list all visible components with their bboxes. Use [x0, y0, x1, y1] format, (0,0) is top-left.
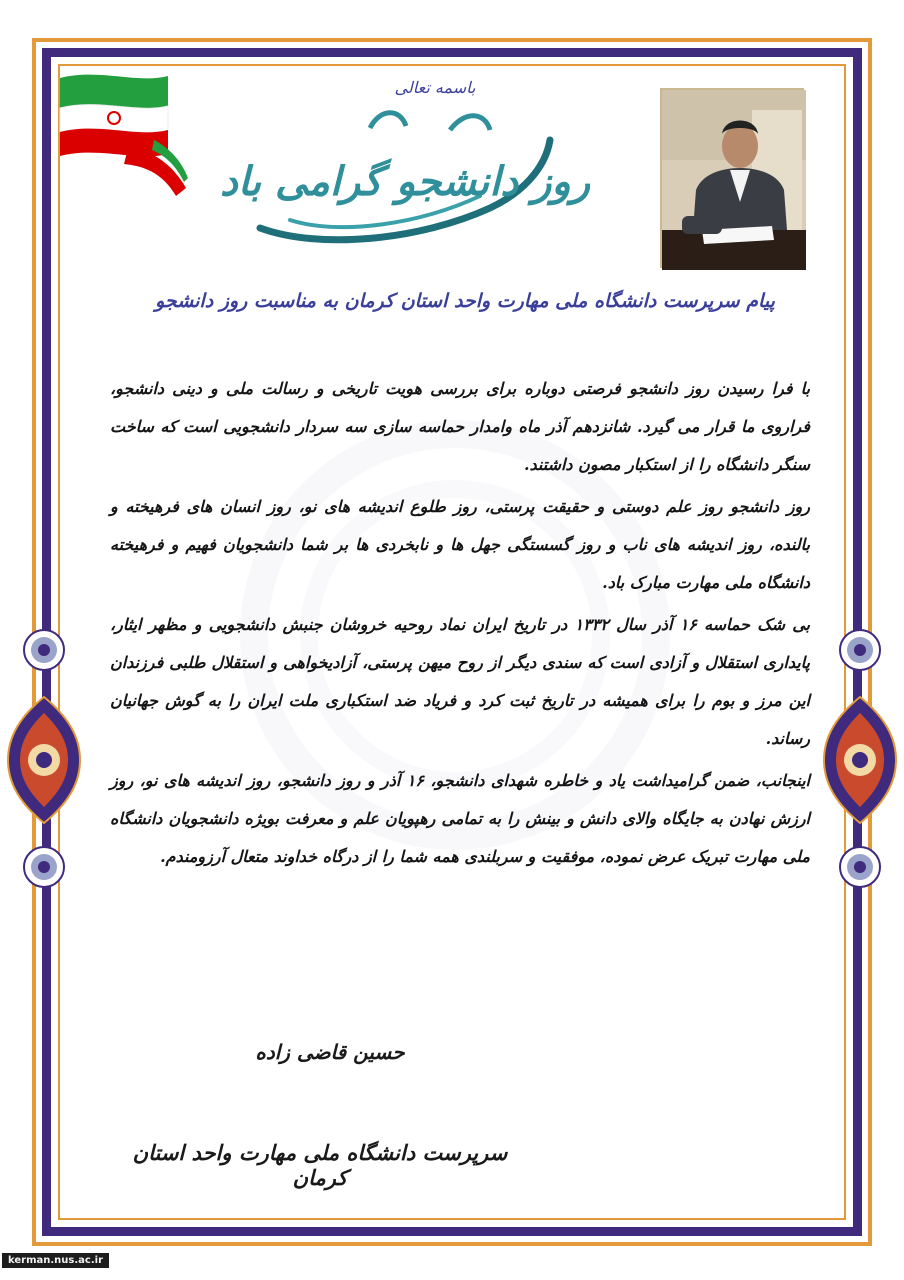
ornament-small-icon	[22, 845, 66, 889]
iran-flag-icon	[58, 70, 190, 200]
message-heading: پیام سرپرست دانشگاه ملی مهارت واحد استان کرمان به مناسبت روز دانشجو	[155, 290, 775, 312]
ornament-small-icon	[838, 845, 882, 889]
signature-name: حسین قاضی زاده	[255, 1040, 405, 1064]
ornament-small-icon	[22, 628, 66, 672]
signature-title: سرپرست دانشگاه ملی مهارت واحد استان کرمان	[132, 1140, 508, 1190]
site-footer-label[interactable]: kerman.nus.ac.ir	[2, 1253, 109, 1268]
paragraph-3: بی شک حماسه ۱۶ آذر سال ۱۳۳۲ در تاریخ ایران نماد روحیه خروشان جنبش دانشجویی و مظهر ایثار، پایداری استقلال و آزادی است که سندی دیگر از روح میهن پرستی، آزادیخواهی و استقلال طلبی فرزندان این مرز و بوم را برای همیشه در تاریخ ثبت کرد و فریاد ضد استکباری ملت ایران را به گوش جهانیان رساند.	[110, 615, 810, 748]
basmala-text: باسمه تعالی	[394, 78, 476, 97]
paragraph-2: روز دانشجو روز علم دوستی و حقیقت پرستی، روز طلوع اندیشه های نو، روز انسان های فرهیخته و بالنده، روز اندیشه های ناب و روز گسستگی جهل ها و نابخردی ها بر شما دانشجویان فهیم و فرهیخته دانشگاه ملی مهارت مبارک باد.	[110, 497, 810, 592]
paragraph-1: با فرا رسیدن روز دانشجو فرصتی دوباره برای بررسی هویت تاریخی و رسالت ملی و دینی دانشجو، فراروی ما قرار می گیرد. شانزدهم آذر ماه وامدار حماسه سازی سه سردار دانشجویی است که ساخت سنگر دانشگاه را از استکبار مصون داشتند.	[110, 379, 810, 474]
paragraph-4: اینجانب، ضمن گرامیداشت یاد و خاطره شهدای دانشجو، ۱۶ آذر و روز دانشجو، روز اندیشه های نو، روز ارزش نهادن به جایگاه والای دانش و بینش را به تمامی رهپویان علم و معرفت بویژه دانشجویان دانشگاه ملی مهارت تبریک عرض نموده، موفقیت و سربلندی همه شما را از درگاه خداوند متعال آرزومندم.	[110, 771, 811, 866]
portrait-photo	[660, 88, 804, 268]
calligraphy-title	[219, 100, 591, 250]
message-body	[110, 370, 810, 880]
calligraphy-title-text: روز دانشجو گرامی باد	[219, 158, 591, 205]
ornament-small-icon	[838, 628, 882, 672]
islamic-medallion-icon	[822, 695, 898, 825]
islamic-medallion-icon	[6, 695, 82, 825]
